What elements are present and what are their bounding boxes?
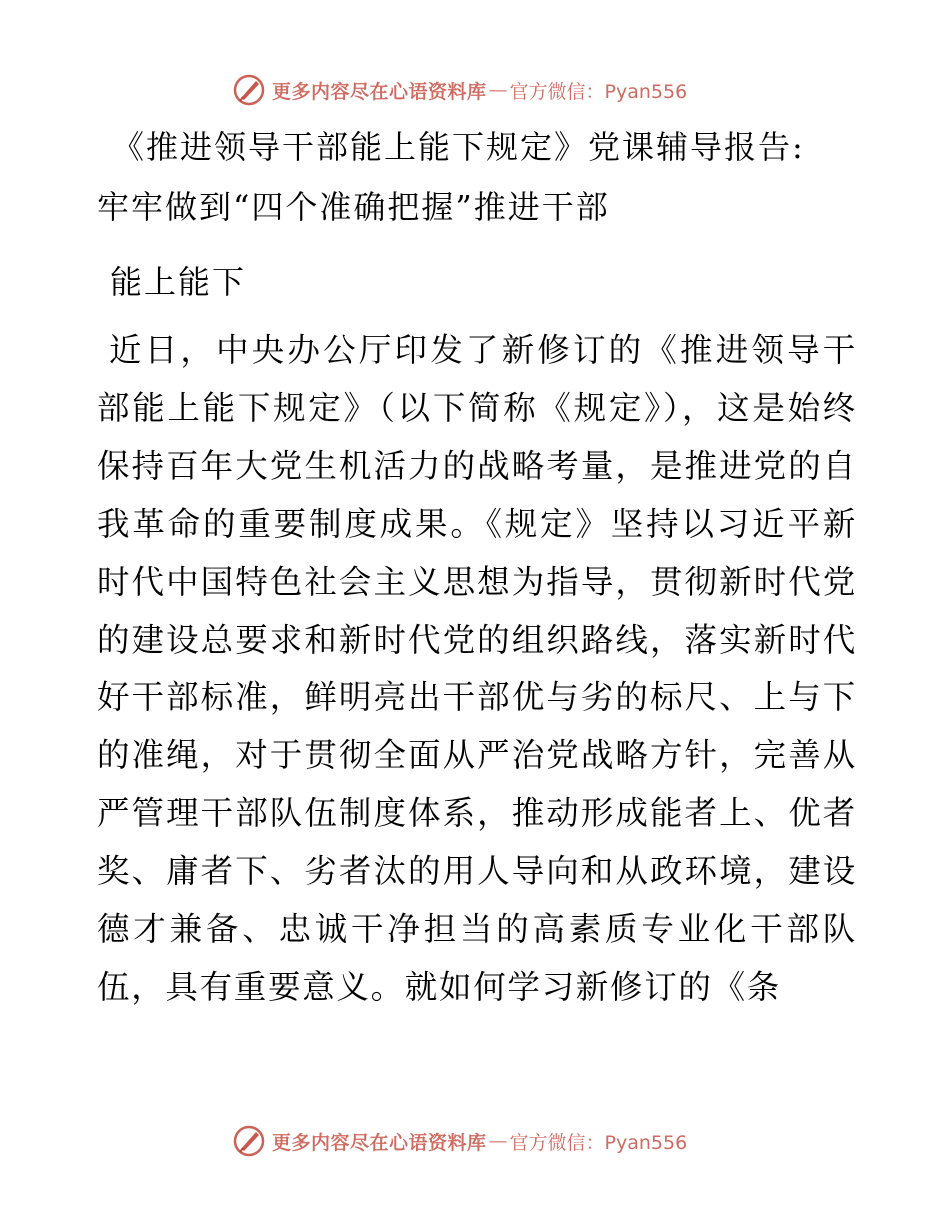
document-title-line-2: 牢牢做到“四个准确把握”推进干部: [97, 188, 610, 226]
document-title-line-3: 能上能下: [110, 263, 247, 301]
header-watermark: [232, 72, 687, 108]
watermark-text: 更多内容尽在心语资料库: [272, 1131, 487, 1154]
watermark-contact: 官方微信：Pyan556: [509, 1131, 688, 1154]
quill-pen-logo-icon: [232, 1124, 266, 1158]
footer-watermark: [232, 1123, 687, 1159]
document-title-line-1: 《推进领导干部能上能下规定》党课辅导报告:: [112, 128, 805, 166]
quill-pen-logo-icon: [232, 73, 266, 107]
watermark-contact: 官方微信：Pyan556: [509, 80, 688, 103]
body-paragraph: 近日，中央办公厅印发了新修订的《推进领导干部能上能下规定》（以下简称《规定》），这是始终保持百年大党生机活力的战略考量，是推进党的自我革命的重要制度成果。《规定》坚持以习近平新时代中国特色社会主义思想为指导，贯彻新时代党的建设总要求和新时代党的组织路线，落实新时代好干部标准，鲜明亮出干部优与劣的标尺、上与下的准绳，对于贯彻全面从严治党战略方针，完善从严管理干部队伍制度体系，推动形成能者上、优者奖、庸者下、劣者汰的用人导向和从政环境，建设德才兼备、忠诚干净担当的高素质专业化干部队伍，具有重要意义。就如何学习新修订的《条: [97, 331, 857, 1006]
watermark-separator: —: [488, 79, 508, 101]
watermark-separator: —: [488, 1130, 508, 1152]
watermark-text: 更多内容尽在心语资料库: [272, 80, 487, 103]
